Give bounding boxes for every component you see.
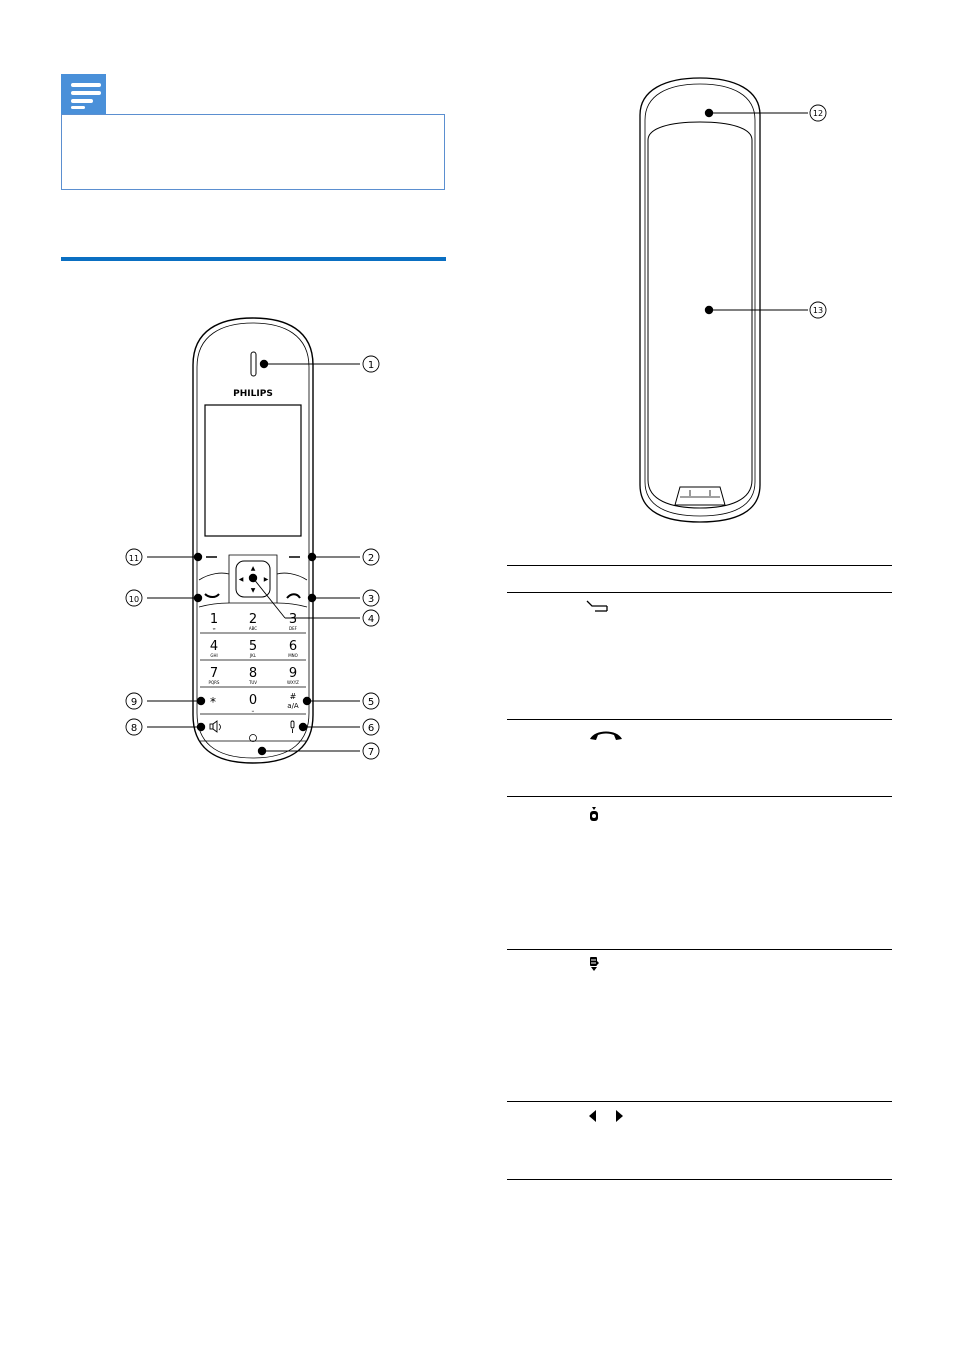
- handset-front-diagram: [110, 315, 400, 775]
- key-4: 4: [209, 639, 219, 654]
- svg-text:␣: ␣: [251, 707, 255, 712]
- svg-text:DEF: DEF: [289, 626, 297, 631]
- table-rule: [507, 796, 892, 797]
- svg-text:WXYZ: WXYZ: [287, 680, 299, 685]
- callout-6: 6: [367, 723, 375, 734]
- svg-text:ABC: ABC: [248, 626, 258, 631]
- table-rule: [507, 949, 892, 950]
- table-rule: [507, 1101, 892, 1102]
- key-5: 5: [248, 639, 258, 654]
- svg-text:a/A: a/A: [287, 702, 299, 710]
- note-lines-icon: [61, 74, 106, 114]
- key-2: 2: [248, 612, 258, 627]
- svg-text:JKL: JKL: [249, 653, 257, 658]
- handset-screen: [205, 405, 301, 536]
- callout-5: 5: [367, 697, 375, 708]
- speaker-icon: [210, 721, 221, 732]
- key-8: 8: [248, 666, 258, 681]
- menu-key-icon: [585, 599, 609, 613]
- handset-back-diagram: [620, 75, 840, 535]
- key-7: 7: [209, 666, 219, 681]
- svg-text:GHI: GHI: [210, 653, 218, 658]
- microphone: [250, 735, 257, 742]
- callout-3: 3: [367, 594, 375, 605]
- mute-icon: [291, 721, 294, 733]
- table-rule: [507, 565, 892, 566]
- callout-8: 8: [130, 723, 138, 734]
- key-0: 0: [248, 693, 258, 708]
- left-right-arrows-icon: [586, 1108, 628, 1124]
- table-rule: [507, 719, 892, 720]
- key-1: 1: [209, 612, 219, 627]
- svg-text:▶: ▶: [263, 576, 269, 583]
- svg-text:▲: ▲: [250, 565, 256, 572]
- svg-text:▼: ▼: [250, 587, 256, 594]
- section-rule: [61, 257, 446, 261]
- phonebook-icon: [588, 806, 600, 822]
- callout-10: 10: [128, 595, 140, 604]
- callout-7: 7: [367, 747, 375, 758]
- callout-13: 13: [812, 306, 824, 315]
- svg-text:TUV: TUV: [248, 680, 258, 685]
- note-tab: [61, 74, 106, 114]
- callout-11: 11: [128, 554, 140, 563]
- svg-text:◀: ◀: [238, 576, 244, 583]
- table-rule: [507, 592, 892, 593]
- callout-1: 1: [367, 360, 375, 371]
- key-6: 6: [288, 639, 298, 654]
- callout-12: 12: [812, 109, 824, 118]
- callout-4: 4: [367, 614, 375, 625]
- key-star: *: [210, 695, 216, 709]
- svg-text:∞: ∞: [212, 626, 216, 631]
- callout-2: 2: [367, 553, 375, 564]
- key-hash: #: [289, 692, 297, 701]
- note-box: [61, 114, 445, 190]
- callout-9: 9: [130, 697, 138, 708]
- brand-logo: PHILIPS: [233, 389, 273, 399]
- svg-text:PQRS: PQRS: [208, 680, 220, 685]
- end-call-icon: [587, 728, 625, 742]
- svg-text:MNO: MNO: [288, 653, 298, 658]
- key-3: 3: [288, 612, 298, 627]
- key-9: 9: [288, 666, 298, 681]
- table-rule: [507, 1179, 892, 1180]
- redial-icon: [588, 956, 600, 972]
